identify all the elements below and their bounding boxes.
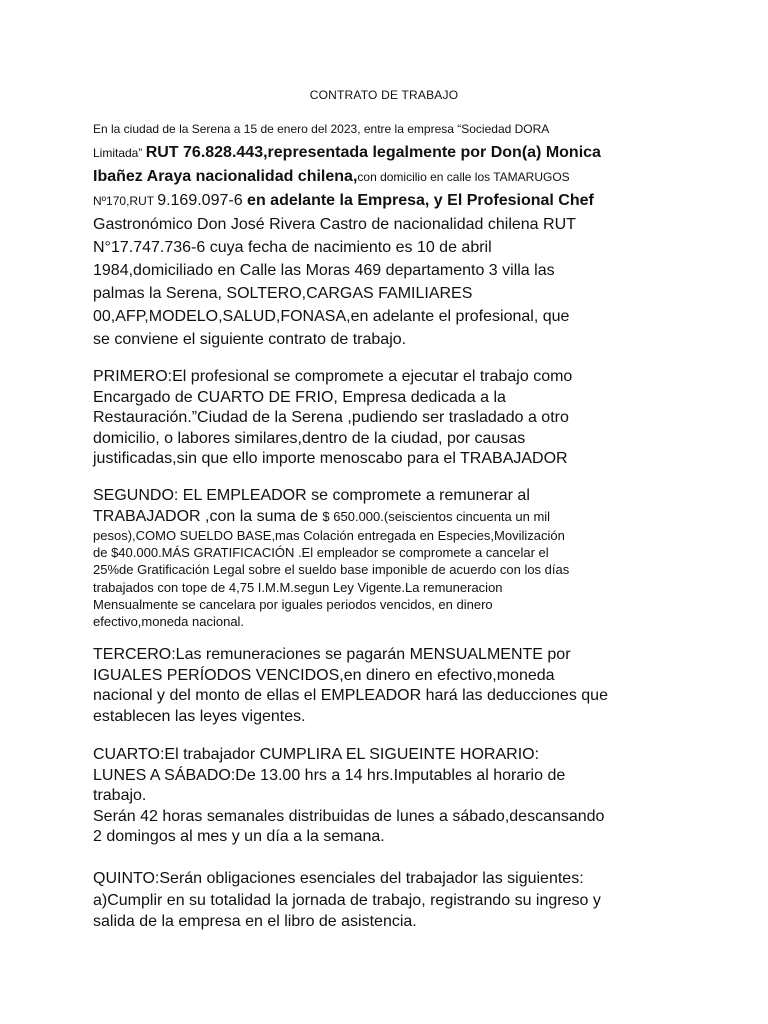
intro-text: Limitada” — [93, 146, 146, 160]
clause-line: Mensualmente se cancelara por iguales periodos vencidos, en dinero — [93, 596, 493, 612]
clause-text: TRABAJADOR ,con la suma de — [93, 507, 323, 525]
clause-text: $ 650.000.(seiscientos cincuenta un mil — [322, 508, 551, 524]
clause-line — [93, 507, 706, 528]
clause-line: salida de la empresa en el libro de asistencia. — [93, 913, 417, 930]
intro-line: En la ciudad de la Serena a 15 de enero del 2023, entre la empresa “Sociedad DORA — [93, 122, 550, 136]
clause-line: 25%de Gratificación Legal sobre el sueldo base imponible de acuerdo con los días — [93, 562, 570, 578]
intro-text: Ibañez Araya nacionalidad chilena, — [93, 168, 358, 185]
clause-line: Restauración.”Ciudad de la Serena ,pudiendo ser trasladado a otro — [93, 409, 569, 426]
clause-line: efectivo,moneda nacional. — [93, 614, 245, 630]
clause-line: QUINTO:Serán obligaciones esenciales del trabajador las siguientes: — [93, 870, 584, 887]
intro-line: se conviene el siguiente contrato de trabajo. — [93, 331, 407, 348]
clause-tercero — [93, 645, 706, 727]
clause-line: IGUALES PERÍODOS VENCIDOS,en dinero en efectivo,moneda — [93, 666, 555, 684]
clause-line: CUARTO:El trabajador CUMPLIRA EL SIGUEINTE HORARIO: — [93, 746, 540, 763]
intro-line: N°17.747.736-6 cuya fecha de nacimiento es 10 de abril — [93, 239, 492, 256]
intro-line: palmas la Serena, SOLTERO,CARGAS FAMILIARES — [93, 285, 473, 302]
intro-line — [93, 189, 706, 213]
intro-line: 1984,domiciliado en Calle las Moras 469 departamento 3 villa las — [93, 262, 555, 279]
clause-line: pesos),COMO SUELDO BASE,mas Colación entregada en Especies,Movilización — [93, 528, 565, 543]
clause-line: trabajados con tope de 4,75 I.M.M.segun Ley Vigente.La remuneracion — [93, 579, 503, 595]
intro-line — [93, 141, 706, 165]
clause-line: nacional y del monto de ellas el EMPLEADOR hará las deducciones que — [93, 687, 608, 704]
clause-line: trabajo. — [93, 787, 147, 804]
clause-line: establecen las leyes vigentes. — [93, 707, 306, 725]
intro-text: con domicilio en calle los TAMARUGOS — [357, 170, 570, 184]
clause-quinto — [93, 868, 706, 933]
intro-paragraph — [93, 118, 706, 351]
clause-line: justificadas,sin que ello importe menoscabo para el TRABAJADOR — [93, 450, 568, 467]
document-title: CONTRATO DE TRABAJO — [309, 88, 459, 102]
intro-line: Gastronómico Don José Rivera Castro de nacionalidad chilena RUT — [93, 216, 576, 233]
clause-line: domicilio, o labores similares,dentro de la ciudad, por causas — [93, 429, 526, 447]
clause-line: a)Cumplir en su totalidad la jornada de trabajo, registrando su ingreso y — [93, 891, 601, 909]
clause-segundo — [93, 486, 706, 630]
clause-line: Serán 42 horas semanales distribuidas de lunes a sábado,descansando — [93, 807, 605, 825]
intro-text: en adelante la Empresa, y El Profesional Chef — [247, 192, 594, 209]
intro-line: 00,AFP,MODELO,SALUD,FONASA,en adelante el profesional, que — [93, 308, 570, 325]
clause-line: TERCERO:Las remuneraciones se pagarán MENSUALMENTE por — [93, 646, 571, 663]
clause-line: SEGUNDO: EL EMPLEADOR se compromete a remunerar al — [93, 487, 530, 504]
clause-line: LUNES A SÁBADO:De 13.00 hrs a 14 hrs.Imputables al horario de — [93, 766, 566, 784]
clause-primero — [93, 367, 706, 470]
clause-line: Encargado de CUARTO DE FRIO, Empresa dedicada a la — [93, 388, 506, 406]
clause-line: de $40.000.MÁS GRATIFICACIÓN .El empleador se compromete a cancelar el — [93, 545, 549, 561]
clause-line: PRIMERO:El profesional se compromete a ejecutar el trabajo como — [93, 368, 573, 385]
intro-text: Nº170,RUT — [93, 194, 158, 208]
clause-cuarto — [93, 745, 706, 848]
intro-line — [93, 165, 706, 189]
intro-text: RUT 76.828.443,representada legalmente por Don(a) Monica — [145, 144, 601, 161]
intro-text: 9.169.097-6 — [157, 192, 248, 209]
clause-line: 2 domingos al mes y un día a la semana. — [93, 828, 385, 845]
